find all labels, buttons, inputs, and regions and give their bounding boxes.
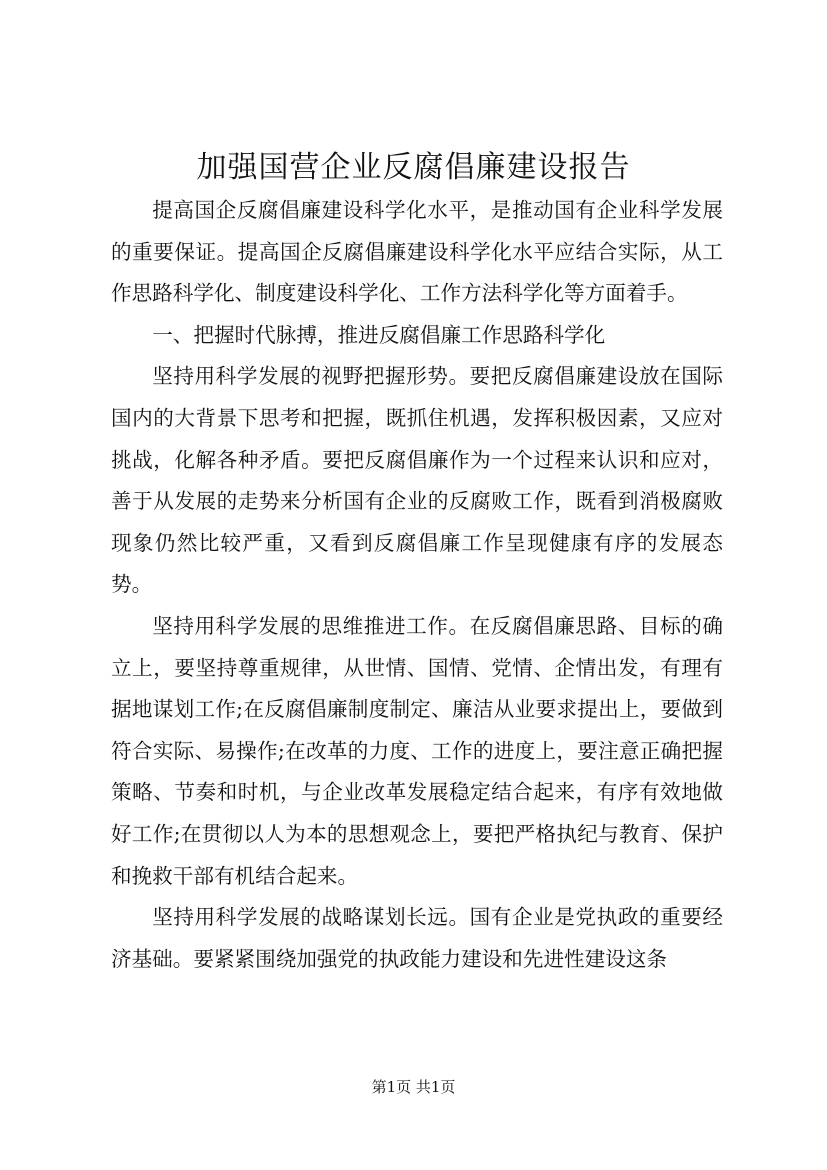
body-paragraph: 坚持用科学发展的思维推进工作。在反腐倡廉思路、目标的确立上，要坚持尊重规律，从世情、国情、党情、企情出发，有理有据地谋划工作;在反腐倡廉制度制定、廉洁从业要求提出上，要做到符合实际、易操作;在改革的力度、工作的进度上，要注意正确把握策略、节奏和时机，与企业改革发展稳定结合起来，有序有效地做好工作;在贯彻以人为本的思想观念上，要把严格执纪与教育、保护和挽救干部有机结合起来。 — [111, 613, 723, 888]
body-paragraph: 坚持用科学发展的视野把握形势。要把反腐倡廉建设放在国际国内的大背景下思考和把握，既抓住机遇，发挥积极因素，又应对挑战，化解各种矛盾。要把反腐倡廉作为一个过程来认识和应对，善于从发展的走势来分析国有企业的反腐败工作，既看到消极腐败现象仍然比较严重，又看到反腐倡廉工作呈现健康有序的发展态势。 — [111, 364, 723, 597]
document-title: 加强国营企业反腐倡廉建设报告 — [196, 150, 631, 185]
section-heading-1: 一、把握时代脉搏，推进反腐倡廉工作思路科学化 — [152, 322, 606, 347]
body-paragraph: 坚持用科学发展的战略谋划长远。国有企业是党执政的重要经济基础。要紧紧围绕加强党的执政能力建设和先进性建设这条 — [111, 905, 723, 971]
page-footer: 第1页 共1页 — [371, 1078, 456, 1096]
document-body — [111, 190, 723, 980]
intro-paragraph: 提高国企反腐倡廉建设科学化水平，是推动国有企业科学发展的重要保证。提高国企反腐倡廉建设科学化水平应结合实际，从工作思路科学化、制度建设科学化、工作方法科学化等方面着手。 — [111, 198, 723, 306]
